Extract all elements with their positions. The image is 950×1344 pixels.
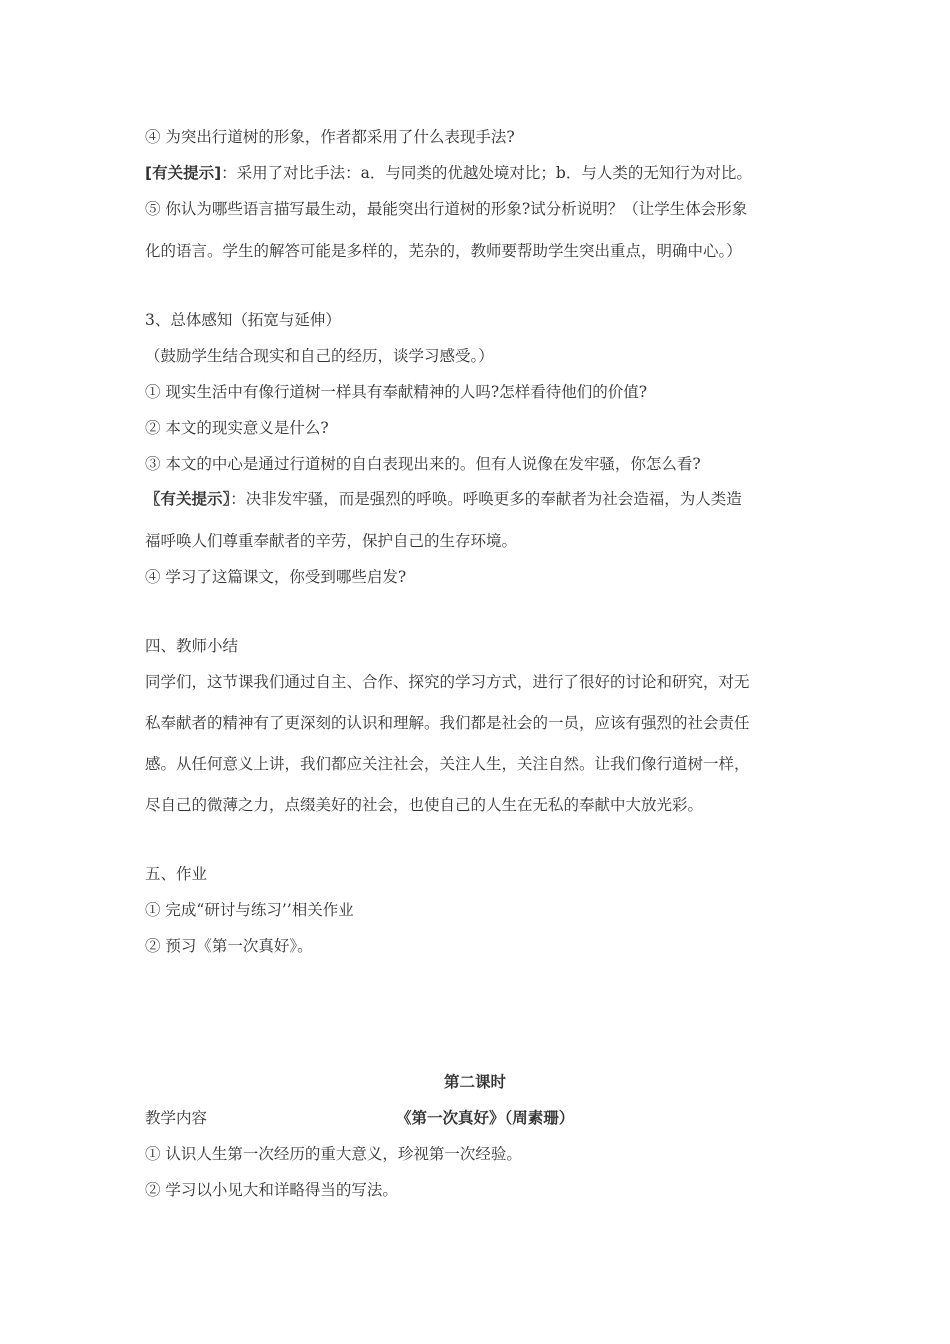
summary-line-1: 同学们，这节课我们通过自主、合作、探究的学习方式，进行了很好的讨论和研究，对无 xyxy=(145,673,750,691)
section-intro: （鼓励学生结合现实和自己的经历，谈学习感受。） xyxy=(145,347,494,365)
homework-item-1: ① 完成“研讨与练习’’相关作业 xyxy=(145,901,354,919)
goal-2: ② 学习以小见大和详略得当的写法。 xyxy=(145,1181,398,1199)
hint-text: ：决非发牢骚，而是强烈的呼唤。呼唤更多的奉献者为社会造福，为人类造 xyxy=(230,490,742,508)
question-5-line-1: ⑤ 你认为哪些语言描写最生动，最能突出行道树的形象?试分析说明？（让学生体会形象 xyxy=(145,200,748,218)
goal-1: ① 认识人生第一次经历的重大意义，珍视第一次经验。 xyxy=(145,1145,522,1163)
section-heading-overall: 3、总体感知（拓宽与延伸） xyxy=(145,311,341,329)
question-3: ③ 本文的中心是通过行道树的自白表现出来的。但有人说像在发牢骚，你怎么看? xyxy=(145,455,701,473)
question-1: ① 现实生活中有像行道树一样具有奉献精神的人吗?怎样看待他们的价值? xyxy=(145,383,648,401)
summary-line-2: 私奉献者的精神有了更深刻的认识和理解。我们都是社会的一员，应该有强烈的社会责任 xyxy=(145,714,750,732)
hint-paragraph-2 xyxy=(145,489,805,509)
lesson-title: 第二课时 xyxy=(443,1073,506,1091)
content-label: 教学内容 xyxy=(145,1109,208,1127)
question-4b: ④ 学习了这篇课文，你受到哪些启发? xyxy=(145,568,407,586)
question-5-line-2: 化的语言。学生的解答可能是多样的，芜杂的，教师要帮助学生突出重点，明确中心。） xyxy=(145,242,742,260)
question-4: ④ 为突出行道树的形象，作者都采用了什么表现手法? xyxy=(145,128,515,146)
question-2: ② 本文的现实意义是什么? xyxy=(145,419,329,437)
summary-line-4: 尽自己的微薄之力，点缀美好的社会，也使自己的人生在无私的奉献中大放光彩。 xyxy=(145,796,704,814)
summary-line-3: 感。从任何意义上讲，我们都应关注社会，关注人生，关注自然。让我们像行道树一样， xyxy=(145,755,750,773)
section-heading-homework: 五、作业 xyxy=(145,865,208,883)
section-heading-summary: 四、教师小结 xyxy=(145,637,239,655)
hint-label: [有关提示] xyxy=(145,164,222,182)
content-title: 《第一次真好》（周素珊） xyxy=(396,1109,575,1127)
homework-item-2: ② 预习《第一次真好》。 xyxy=(145,937,313,955)
hint-paragraph-2-line-2: 福呼唤人们尊重奉献者的辛劳，保护自己的生存环境。 xyxy=(145,532,518,550)
hint-label: 〖有关提示〗 xyxy=(145,490,231,508)
hint-text: ：采用了对比手法：a．与同类的优越处境对比；b．与人类的无知行为对比。 xyxy=(221,164,752,182)
hint-paragraph-1 xyxy=(145,163,805,183)
